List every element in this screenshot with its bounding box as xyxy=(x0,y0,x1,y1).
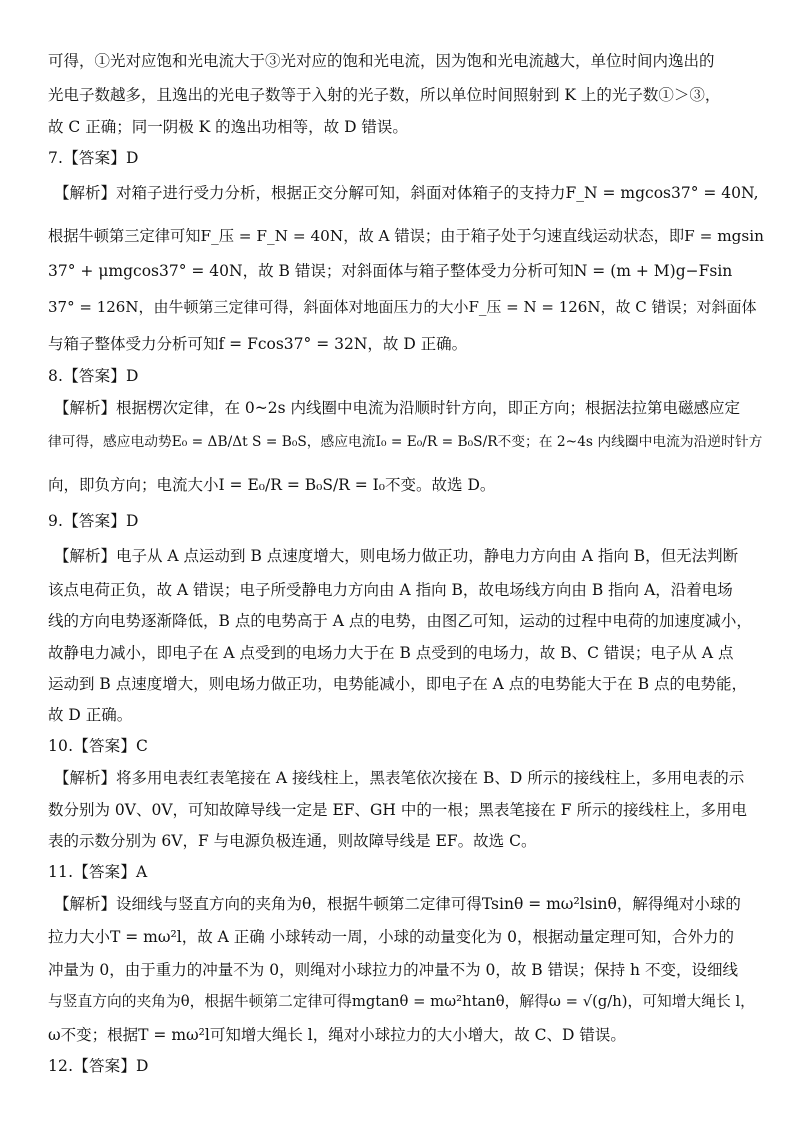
text-line: 【解析】电子从 A 点运动到 B 点速度增大，则电场力做正功，静电力方向由 A 指向 B，但无法判断 xyxy=(54,547,739,565)
text-line: 37° = 126N，由牛顿第三定律可得，斜面体对地面压力的大小F_压 = N = 126N，故 C 错误；对斜面体 xyxy=(48,298,757,316)
text-line: ω不变；根据T = mω²l可知增大绳长 l，绳对小球拉力的大小增大，故 C、D 错误。 xyxy=(48,1026,626,1044)
text-line: 该点电荷正负，故 A 错误；电子所受静电力方向由 A 指向 B，故电场线方向由 B 指向 A，沿着电场 xyxy=(48,581,733,599)
answer-10: 10.【答案】C xyxy=(48,737,149,755)
text-line: 数分别为 0V、0V，可知故障导线一定是 EF、GH 中的一根；黑表笔接在 F 所示的接线柱上，多用电 xyxy=(48,801,747,819)
text-line: 【解析】对箱子进行受力分析，根据正交分解可知，斜面对体箱子的支持力F_N = mgcos37° = 40N, xyxy=(54,184,759,202)
text-line: 【解析】根据楞次定律，在 0~2s 内线圈中电流为沿顺时针方向，即正方向；根据法拉第电磁感应定 xyxy=(54,399,741,417)
text-line: 37° + μmgcos37° = 40N，故 B 错误；对斜面体与箱子整体受力分析可知N = (m + M)g−Fsin xyxy=(48,262,733,280)
text-line: 光电子数越多，且逸出的光电子数等于入射的光子数，所以单位时间照射到 K 上的光子数①＞③， xyxy=(48,86,721,104)
text-line: 【解析】将多用电表红表笔接在 A 接线柱上，黑表笔依次接在 B、D 所示的接线柱上，多用电表的示 xyxy=(54,769,745,787)
text-line: 根据牛顿第三定律可知F_压 = F_N = 40N，故 A 错误；由于箱子处于匀速直线运动状态，即F = mgsin xyxy=(48,227,764,245)
text-line: 运动到 B 点速度增大，则电场力做正功，电势能减小，即电子在 A 点的电势能大于在 B 点的电势能， xyxy=(48,675,748,693)
text-line: 拉力大小T = mω²l，故 A 正确 小球转动一周，小球的动量变化为 0，根据动量定理可知，合外力的 xyxy=(48,928,734,946)
answer-7: 7.【答案】D xyxy=(48,149,139,167)
answer-11: 11.【答案】A xyxy=(48,863,148,881)
text-line: 故 C 正确；同一阴极 K 的逸出功相等，故 D 错误。 xyxy=(48,118,408,136)
answer-12: 12.【答案】D xyxy=(48,1057,149,1075)
answer-9: 9.【答案】D xyxy=(48,512,139,530)
text-line: 与箱子整体受力分析可知f = Fcos37° = 32N，故 D 正确。 xyxy=(48,335,468,353)
answer-8: 8.【答案】D xyxy=(48,367,139,385)
text-line: 表的示数分别为 6V，F 与电源负极连通，则故障导线是 EF。故选 C。 xyxy=(48,832,537,850)
text-line: 故静电力减小，即电子在 A 点受到的电场力大于在 B 点受到的电场力，故 B、C 错误；电子从 A 点 xyxy=(48,644,734,662)
text-line: 向，即负方向；电流大小I = E₀/R = B₀S/R = I₀不变。故选 D。 xyxy=(48,476,496,494)
text-line: 律可得，感应电动势E₀ = ΔB/Δt S = B₀S，感应电流I₀ = E₀/R = B₀S/R不变；在 2~4s 内线圈中电流为沿逆时针方 xyxy=(48,434,763,450)
text-line: 线的方向电势逐渐降低，B 点的电势高于 A 点的电势，由图乙可知，运动的过程中电荷的加速度减小， xyxy=(48,612,752,630)
text-line: 冲量为 0，由于重力的冲量不为 0，则绳对小球拉力的冲量不为 0，故 B 错误；保持 h 不变，设细线 xyxy=(48,961,738,979)
text-line: 与竖直方向的夹角为θ，根据牛顿第二定律可得mgtanθ = mω²htanθ，解得ω = √(g/h)，可知增大绳长 l， xyxy=(48,993,755,1010)
text-line: 可得，①光对应饱和光电流大于③光对应的饱和光电流，因为饱和光电流越大，单位时间内逸出的 xyxy=(48,52,715,70)
text-line: 【解析】设细线与竖直方向的夹角为θ，根据牛顿第二定律可得Tsinθ = mω²lsinθ，解得绳对小球的 xyxy=(54,895,741,913)
text-line: 故 D 正确。 xyxy=(48,706,133,724)
